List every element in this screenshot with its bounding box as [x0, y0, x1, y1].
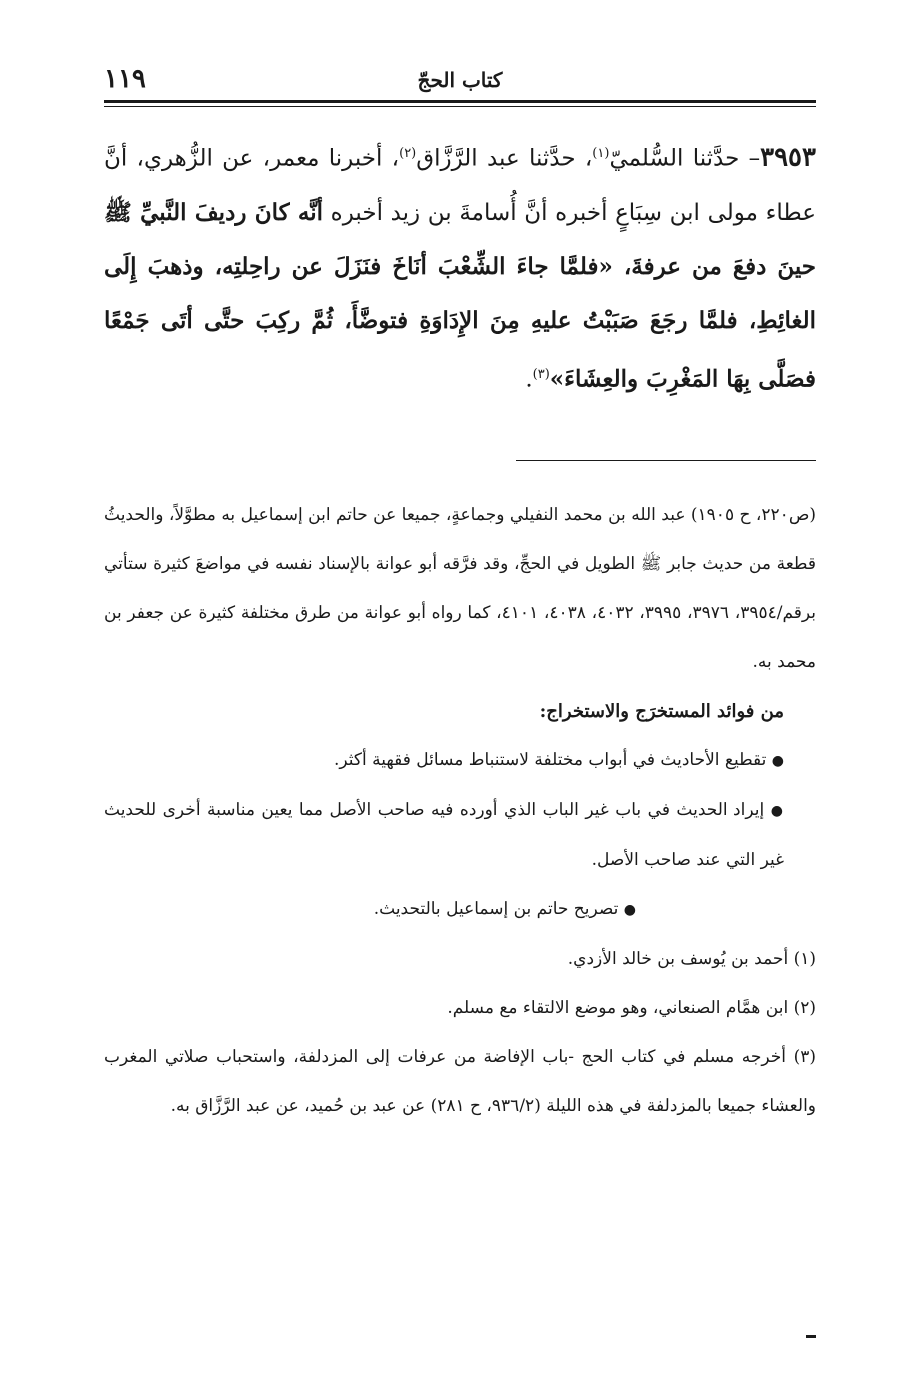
hadith-matn-1: أنَّه كانَ رديفَ النَّبيِّ ﷺ حينَ دفعَ من عرفةَ،	[104, 198, 816, 280]
benefit-item	[104, 736, 784, 786]
page-number: ١١٩	[104, 64, 146, 94]
footnote-1: (١) أحمد بن يُوسف بن خالد الأزدي.	[567, 949, 816, 970]
footnotes-section	[104, 491, 816, 1131]
header-rule-thick	[104, 100, 816, 103]
footnote-separator	[516, 460, 816, 461]
page	[104, 62, 816, 1352]
footnote-ref-2: (٢)	[399, 146, 417, 161]
hadith-text	[104, 127, 816, 406]
benefit-text: تصريح حاتم بن إسماعيل بالتحديث.	[373, 899, 619, 920]
previous-footnote-continuation: (ص٢٢٠، ح ١٩٠٥) عبد الله بن محمد النفيلي وجماعةٍ، جميعا عن حاتم ابن إسماعيل به مطوَّلاً، والحديثُ قطعة من حديث جابر ﷺ الطويل في الحجِّ، وقد فرَّقه أبو عوانة بالإسناد نفسه في مواضعَ كثيرة ستأتي برقم/٣٩٥٤، ٣٩٧٦، ٣٩٩٥، ٤٠٣٢، ٤٠٣٨، ٤١٠١، كما رواه أبو عوانة من طرق مختلفة كثيرة عن جعفر بن محمد به.	[104, 505, 816, 673]
hadith-end: .	[525, 366, 533, 393]
footnote-ref-3: (٣)	[532, 366, 550, 382]
hadith-part-3: ، أخبرنا معمر، عن الزُّهري، أنَّ عطاء مولى ابن سِبَاعٍ أخبره أنَّ أُسامةَ بن زيد أخبره	[104, 145, 816, 226]
benefits-heading: من فوائد المستخرَج والاستخراج:	[539, 701, 784, 723]
footnote-2: (٢) ابن همَّام الصنعاني، وهو موضع الالتقاء مع مسلم.	[447, 998, 816, 1019]
book-title: كتاب الحجّ	[417, 68, 503, 92]
running-header	[104, 62, 816, 100]
header-rule-thin	[104, 106, 816, 107]
benefit-item	[104, 885, 636, 935]
bullet-icon: ●	[623, 902, 636, 919]
footnote-ref-1: (١)	[592, 146, 610, 161]
hadith-part-1: – حدَّثنا السُّلميّ	[609, 145, 761, 172]
footnote-3: (٣) أخرجه مسلم في كتاب الحج -باب الإفاضة من عرفات إلى المزدلفة، واستحباب صلاتي المغرب والعشاء جميعا بالمزدلفة في هذه الليلة (٩٣٦/٢، ح ٢٨١) عن عبد بن حُميد، عن عبد الرَّزَّاق به.	[104, 1047, 816, 1117]
benefit-text: إيراد الحديث في باب غير الباب الذي أورده فيه صاحب الأصل مما يعين مناسبة أخرى للحديث غير التي عند صاحب الأصل.	[104, 800, 784, 871]
bullet-icon: ●	[770, 803, 784, 820]
end-mark	[806, 1335, 816, 1338]
hadith-matn-2: «فلمَّا جاءَ الشِّعْبَ أنَاخَ فنَزَلَ عن راحِلتِه، وذهبَ إِلَى الغائِطِ، فلمَّا رجَعَ صَبَبْتُ عليهِ مِنَ الإِدَاوَةِ فتوضَّأَ، ثُمَّ ركِبَ حتَّى أتَى جَمْعًا فصَلَّى بِهَا المَغْرِبَ والعِشَاءَ»	[104, 252, 816, 393]
bullet-icon: ●	[771, 753, 784, 770]
hadith-number: ٣٩٥٣	[760, 142, 816, 173]
benefit-item	[104, 786, 784, 885]
benefit-text: تقطيع الأحاديث في أبواب مختلفة لاستنباط مسائل فقهية أكثر.	[333, 750, 767, 771]
hadith-part-2: ، حدَّثنا عبد الرَّزَّاق	[416, 145, 593, 172]
